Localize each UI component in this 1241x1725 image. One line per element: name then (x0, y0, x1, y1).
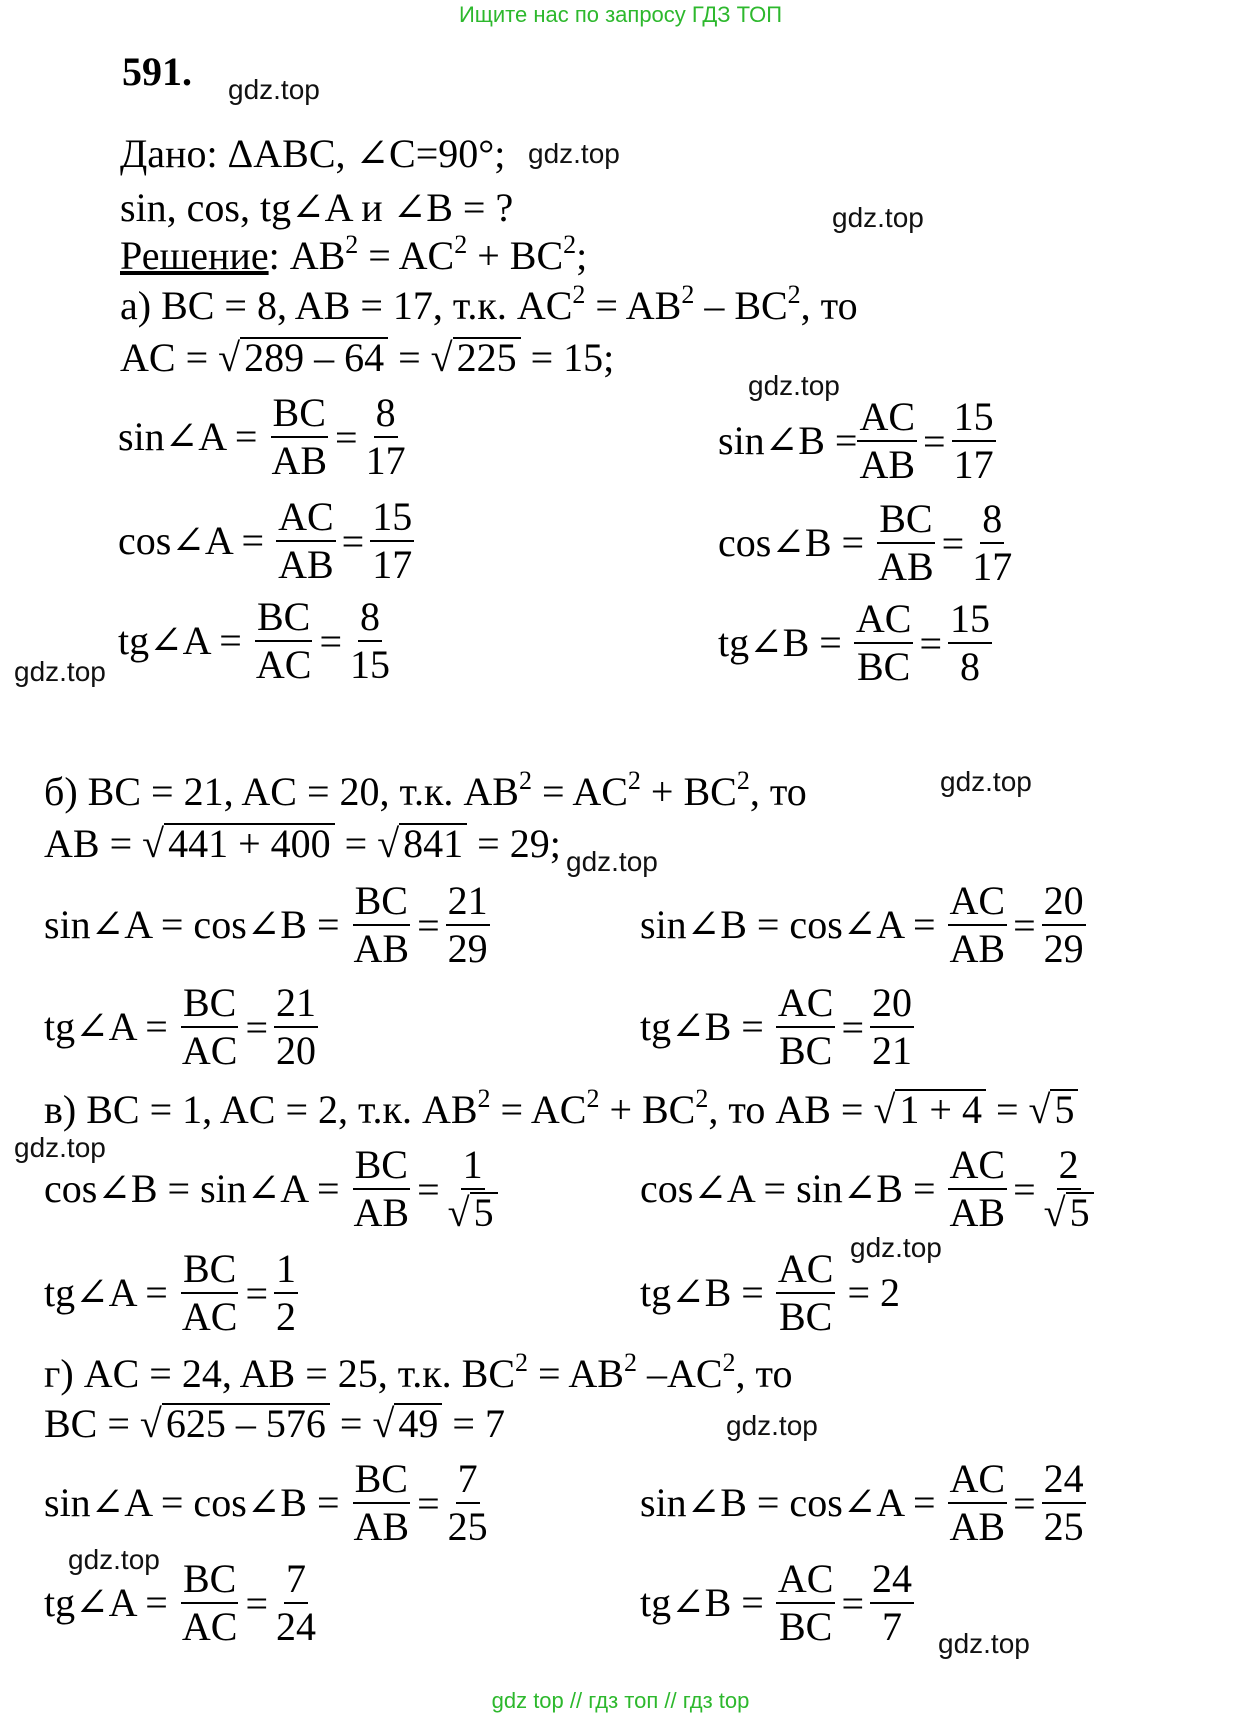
part-b-line2: AB = √ 441 + 400 = √ 841 = 29; (44, 821, 561, 866)
watermark: gdz.top (566, 846, 658, 877)
watermark: gdz.top (938, 1628, 1030, 1659)
part-b-tgA: tg∠A = $\frac{BC}{AC}$ = $\frac{21}{20}$ (44, 980, 317, 1073)
part-d-line1: г) AC = 24, AB = 25, т.к. $BC^2 = AB^2$ $-AC^2$, то (44, 1348, 793, 1396)
top-banner: Ищите нас по запросу ГДЗ ТОП (458, 2, 783, 27)
part-a-cosB: cos∠B = $\frac{BC}{AB}$ = $\frac{8}{17}$ (718, 496, 1013, 589)
part-a-cosA: cos∠A = $\frac{AC}{AB}$ = $\frac{15}{17}$ (118, 494, 413, 587)
part-b-line1: б) BC = 21, AC = 20, т.к. $AB^2 = AC^2 + BC^2$, то (44, 766, 807, 814)
part-a-sinB: sin∠B = $\frac{AC}{AB}$ = $\frac{15}{17}$ (718, 394, 994, 487)
watermark: gdz.top (528, 138, 620, 169)
part-c-cosB: cos∠B = sin∠A = $\frac{BC}{AB}$ = $\frac{1}{√ 5}$ (44, 1142, 500, 1236)
watermark: gdz.top (940, 766, 1032, 797)
question-line: sin, cos, tg∠A и ∠B = ? (120, 185, 514, 230)
part-a-tgA: tg∠A = $\frac{BC}{AC}$ = $\frac{8}{15}$ (118, 594, 391, 687)
part-b-sinA: sin∠A = cos∠B = $\frac{BC}{AB}$ = $\frac{21}{29}$ (44, 878, 488, 971)
given-line: Дано: ΔABC, ∠C=90°; (120, 131, 506, 176)
part-c-tgB: tg∠B = $\frac{AC}{BC}$ = 2 (640, 1246, 901, 1339)
part-d-tgB: tg∠B = $\frac{AC}{BC}$ = $\frac{24}{7}$ (640, 1556, 913, 1649)
part-a-line1: а) BC = 8, AB = 17, т.к. $AC^2 = AB^2 - BC^2$, то (120, 280, 858, 328)
part-b-sinB: sin∠B = cos∠A = $\frac{AC}{AB}$ = $\frac{20}{29}$ (640, 878, 1084, 971)
watermark: gdz.top (68, 1544, 160, 1575)
watermark: gdz.top (14, 656, 106, 687)
part-c-tgA: tg∠A = $\frac{BC}{AC}$ = $\frac{1}{2}$ (44, 1246, 297, 1339)
part-a-tgB: tg∠B = $\frac{AC}{BC}$ = $\frac{15}{8}$ (718, 596, 991, 689)
watermark: gdz.top (228, 74, 320, 105)
part-b-tgB: tg∠B = $\frac{AC}{BC}$ = $\frac{20}{21}$ (640, 980, 913, 1073)
part-d-tgA: tg∠A = $\frac{BC}{AC}$ = $\frac{7}{24}$ (44, 1556, 317, 1649)
watermark: gdz.top (850, 1232, 942, 1263)
part-a-sinA: sin∠A = $\frac{BC}{AB}$ = $\frac{8}{17}$ (118, 390, 406, 483)
solution-line: Решение: $AB^2 = AC^2 + BC^2$; (120, 230, 588, 278)
solution-label: Решение (120, 233, 269, 278)
watermark: gdz.top (832, 202, 924, 233)
watermark: gdz.top (726, 1410, 818, 1441)
part-d-line2: BC = √ 625 – 576 = √ 49 = 7 (44, 1401, 505, 1446)
solution-text: : AB (268, 233, 346, 278)
watermark: gdz.top (14, 1132, 106, 1163)
part-c-cosA: cos∠A = sin∠B = $\frac{AC}{AB}$ = $\frac{2}{√ 5}$ (640, 1142, 1096, 1236)
part-a-line2: AC = √ 289 – 64 = √ 225 = 15; (120, 335, 615, 380)
part-d-sinB: sin∠B = cos∠A = $\frac{AC}{AB}$ = $\frac{24}{25}$ (640, 1456, 1084, 1549)
watermark: gdz.top (748, 370, 840, 401)
problem-number: 591. (122, 49, 192, 94)
part-d-sinA: sin∠A = cos∠B = $\frac{BC}{AB}$ = $\frac{7}{25}$ (44, 1456, 488, 1549)
footer-links: gdz top // гдз топ // гдз top (491, 1688, 750, 1713)
part-c-line1: в) BC = 1, AC = 2, т.к. $AB^2 = AC^2 + BC^2$, то AB = √ 1 + 4 = √ 5 (44, 1086, 1078, 1133)
